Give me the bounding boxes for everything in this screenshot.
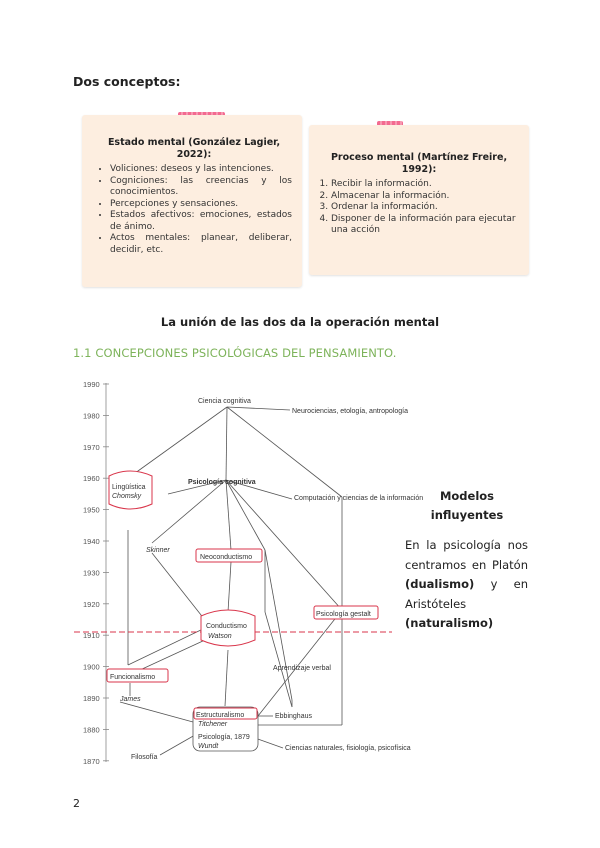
node-titchener: Titchener [198, 721, 228, 728]
node-psicologia-1879: Psicología, 1879 [198, 734, 250, 741]
node-estructuralismo: Estructuralismo [196, 712, 245, 719]
node-aprendizaje-verbal: Aprendizaje verbal [273, 665, 331, 672]
list-item: • Estados afectivos: emociones, estados de ánimo. [110, 210, 292, 233]
node-psicologia-gestalt: Psicología gestalt [316, 611, 371, 618]
list-item: 3. Ordenar la información. [331, 202, 521, 214]
year-label: 1890 [83, 694, 100, 703]
year-label: 1970 [83, 442, 100, 452]
node-james: James [120, 696, 141, 703]
node-watson: Watson [208, 633, 232, 640]
side-body-bold: (dualismo) [405, 577, 475, 591]
node-neoconductismo: Neoconductismo [200, 554, 253, 561]
side-title: Modelos influyentes [430, 489, 504, 522]
year-label: 1930 [83, 568, 100, 578]
card-list [317, 179, 521, 237]
card-title: Estado mental (González Lagier, 2022): [107, 137, 281, 160]
year-label: 1960 [83, 474, 100, 484]
side-body [405, 536, 528, 634]
year-label: 1940 [83, 537, 100, 546]
node-psicologia-cognitiva: Psicología cognitiva [188, 479, 256, 486]
list-item: 1. Recibir la información. [331, 179, 521, 191]
heading: Dos conceptos: [73, 74, 181, 89]
list-item: • Percepciones y sensaciones. [110, 199, 292, 211]
node-ebbinghaus: Ebbinghaus [275, 713, 312, 720]
page-number: 2 [73, 797, 80, 810]
estado-mental-card [82, 115, 302, 287]
year-label: 1880 [83, 725, 100, 735]
node-computacion: Computación y ciencias de la información [294, 495, 424, 502]
side-body-text: En la psicología nos centramos en Platón [405, 538, 528, 572]
node-filosofia: Filosofía [131, 754, 158, 761]
center-statement: La unión de las dos da la operación mental [160, 315, 440, 329]
node-ciencia-cognitiva: Ciencia cognitiva [198, 398, 251, 405]
card-title: Proceso mental (Martínez Freire, 1992): [330, 152, 508, 175]
node-wundt: Wundt [198, 743, 219, 750]
year-label: 1920 [83, 599, 100, 609]
section-title: 1.1 CONCEPCIONES PSICOLÓGICAS DEL PENSAMIENTO. [73, 346, 397, 360]
psychology-timeline-diagram [70, 375, 424, 775]
list-item: 2. Almacenar la información. [331, 191, 521, 203]
year-label: 1870 [83, 756, 100, 766]
node-conductismo: Conductismo [206, 623, 247, 630]
year-label: 1910 [83, 631, 100, 641]
year-label: 1900 [83, 662, 100, 672]
list-item: • Voliciones: deseos y las intenciones. [110, 164, 292, 176]
list-item: • Actos mentales: planear, deliberar, decidir, etc. [110, 233, 292, 256]
node-skinner: Skinner [146, 547, 170, 554]
node-chomsky: Chomsky [112, 493, 142, 500]
year-label: 1950 [83, 505, 100, 515]
card-list [96, 164, 292, 256]
node-neurociencias: Neurociencias, etología, antropología [292, 408, 408, 415]
side-body-bold: (naturalismo) [405, 616, 494, 630]
node-linguistica: Lingüística [112, 484, 146, 491]
list-item: • Cogniciones: las creencias y los conocimientos. [110, 176, 292, 199]
proceso-mental-card [309, 125, 529, 275]
side-body-text: y en Aristóteles [405, 577, 528, 611]
year-label: 1990 [83, 380, 100, 389]
year-label: 1980 [83, 411, 100, 421]
node-ciencias-naturales: Ciencias naturales, fisiología, psicofísica [285, 745, 411, 752]
list-item: 4. Disponer de la información para ejecutar una acción [331, 214, 521, 237]
node-funcionalismo: Funcionalismo [110, 674, 156, 681]
